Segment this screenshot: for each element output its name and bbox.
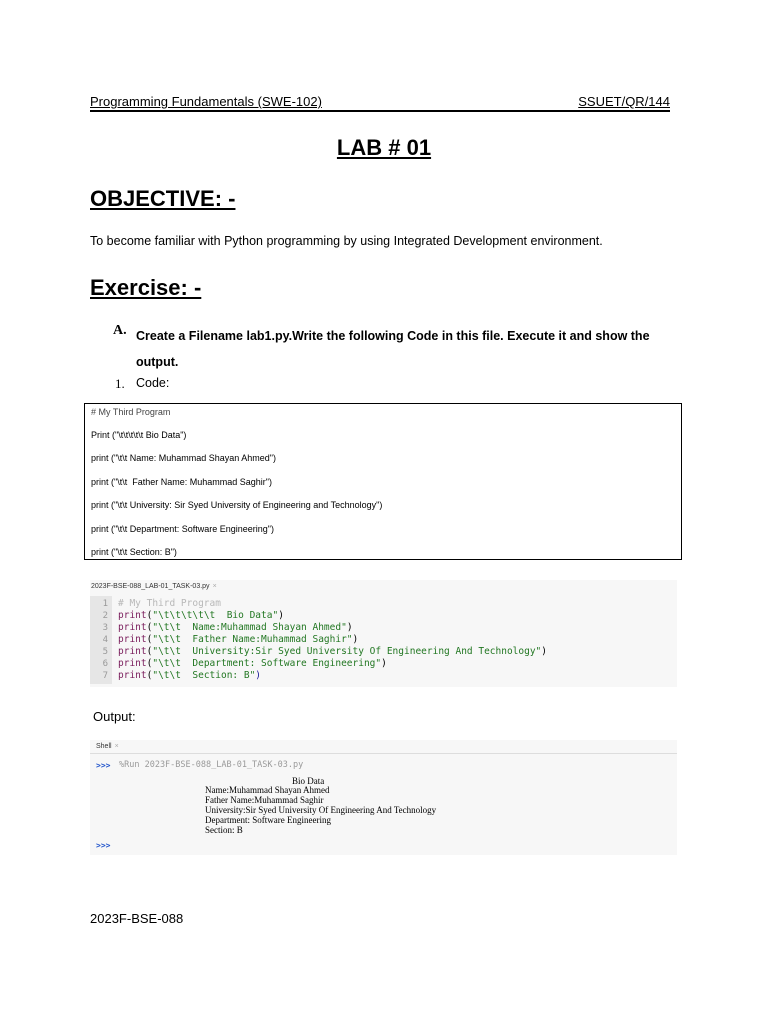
code-function: print xyxy=(118,610,147,621)
code-statement xyxy=(118,646,547,657)
code-paren: ( xyxy=(146,646,153,657)
code-line: print ("\t\t Section: B") xyxy=(91,547,177,557)
code-line: # My Third Program xyxy=(91,407,171,417)
editor-tab[interactable] xyxy=(90,580,217,594)
list-marker-1: 1. xyxy=(115,376,125,391)
editor-tab-label: 2023F-BSE-088_LAB-01_TASK-03.py xyxy=(91,583,210,590)
close-icon[interactable]: × xyxy=(212,583,217,590)
output-line: University:Sir Syed University Of Engineering And Technology xyxy=(205,805,437,815)
code-function: print xyxy=(118,646,147,657)
line-number: 2 xyxy=(102,611,108,621)
editor-screenshot xyxy=(90,580,677,687)
list-marker-a: A. xyxy=(113,323,127,338)
line-number: 5 xyxy=(102,647,108,657)
code-paren: ) xyxy=(381,658,387,669)
output-line: Department: Software Engineering xyxy=(205,815,331,825)
output-line: Section: B xyxy=(205,825,243,835)
run-command: %Run 2023F-BSE-088_LAB-01_TASK-03.py xyxy=(119,760,304,770)
shell-screenshot xyxy=(90,740,677,855)
output-line: Father Name:Muhammad Saghir xyxy=(205,795,324,805)
page-header xyxy=(90,94,670,112)
shell-prompt: >>> xyxy=(96,761,111,770)
line-number: 6 xyxy=(102,659,108,669)
shell-prompt[interactable]: >>> xyxy=(96,841,111,850)
code-line: Print ("\t\t\t\t\t Bio Data") xyxy=(91,430,187,440)
tab-divider xyxy=(90,753,677,754)
line-number: 1 xyxy=(102,599,108,609)
lab-title: LAB # 01 xyxy=(336,135,432,160)
code-string: "\t\t\t\t\t Bio Data" xyxy=(152,610,279,621)
code-string: "\t\t Department: Software Engineering" xyxy=(152,658,382,669)
code-function: print xyxy=(118,670,147,681)
code-paren: ) xyxy=(352,634,359,645)
code-function: print xyxy=(118,622,147,633)
close-icon[interactable]: × xyxy=(114,743,119,750)
exercise-heading: Exercise: - xyxy=(90,275,202,300)
code-paren: ( xyxy=(146,670,153,681)
code-paren: ) xyxy=(255,670,262,681)
code-string: "\t\t Father Name:Muhammad Saghir" xyxy=(152,634,353,645)
document-code: SSUET/QR/144 xyxy=(578,94,670,109)
code-paren: ) xyxy=(278,610,284,621)
code-paren: ) xyxy=(346,622,353,633)
output-line: Bio Data xyxy=(292,776,325,786)
output-label: Output: xyxy=(93,709,136,724)
code-paren: ( xyxy=(146,610,153,621)
line-number: 4 xyxy=(102,635,108,645)
objective-heading: OBJECTIVE: - xyxy=(90,186,236,211)
code-comment: # My Third Program xyxy=(118,598,221,609)
code-listing-box xyxy=(84,403,682,560)
code-statement xyxy=(118,622,353,633)
course-title: Programming Fundamentals (SWE-102) xyxy=(90,94,322,109)
code-paren: ) xyxy=(541,646,548,657)
code-paren: ( xyxy=(146,634,153,645)
code-paren: ( xyxy=(146,622,153,633)
shell-tab-label: Shell xyxy=(96,743,112,750)
code-string: "\t\t Section: B" xyxy=(152,670,256,681)
shell-tab[interactable] xyxy=(96,741,119,753)
code-string: "\t\t Name:Muhammad Shayan Ahmed" xyxy=(152,622,347,633)
code-paren: ( xyxy=(146,658,153,669)
code-line: print ("\t\t Department: Software Engineering") xyxy=(91,524,274,534)
line-number: 7 xyxy=(102,671,108,681)
code-line: print ("\t\t Father Name: Muhammad Saghir") xyxy=(91,477,272,487)
footer-id: 2023F-BSE-088 xyxy=(90,911,184,926)
line-number: 3 xyxy=(102,623,108,633)
objective-text: To become familiar with Python programming by using Integrated Development environment. xyxy=(90,234,603,248)
code-function: print xyxy=(118,658,147,669)
code-label: Code: xyxy=(136,376,170,390)
code-function: print xyxy=(118,634,147,645)
code-statement xyxy=(118,670,261,681)
code-statement xyxy=(118,658,387,669)
code-line: print ("\t\t Name: Muhammad Shayan Ahmed") xyxy=(91,453,276,463)
code-statement xyxy=(118,634,358,645)
exercise-instruction: Create a Filename lab1.py.Write the following Code in this file. Execute it and show the output. xyxy=(136,329,650,369)
code-statement xyxy=(118,610,284,621)
code-string: "\t\t University:Sir Syed University Of Engineering And Technology" xyxy=(152,646,542,657)
output-line: Name:Muhammad Shayan Ahmed xyxy=(205,785,330,795)
code-line: print ("\t\t University: Sir Syed University of Engineering and Technology") xyxy=(91,500,383,510)
